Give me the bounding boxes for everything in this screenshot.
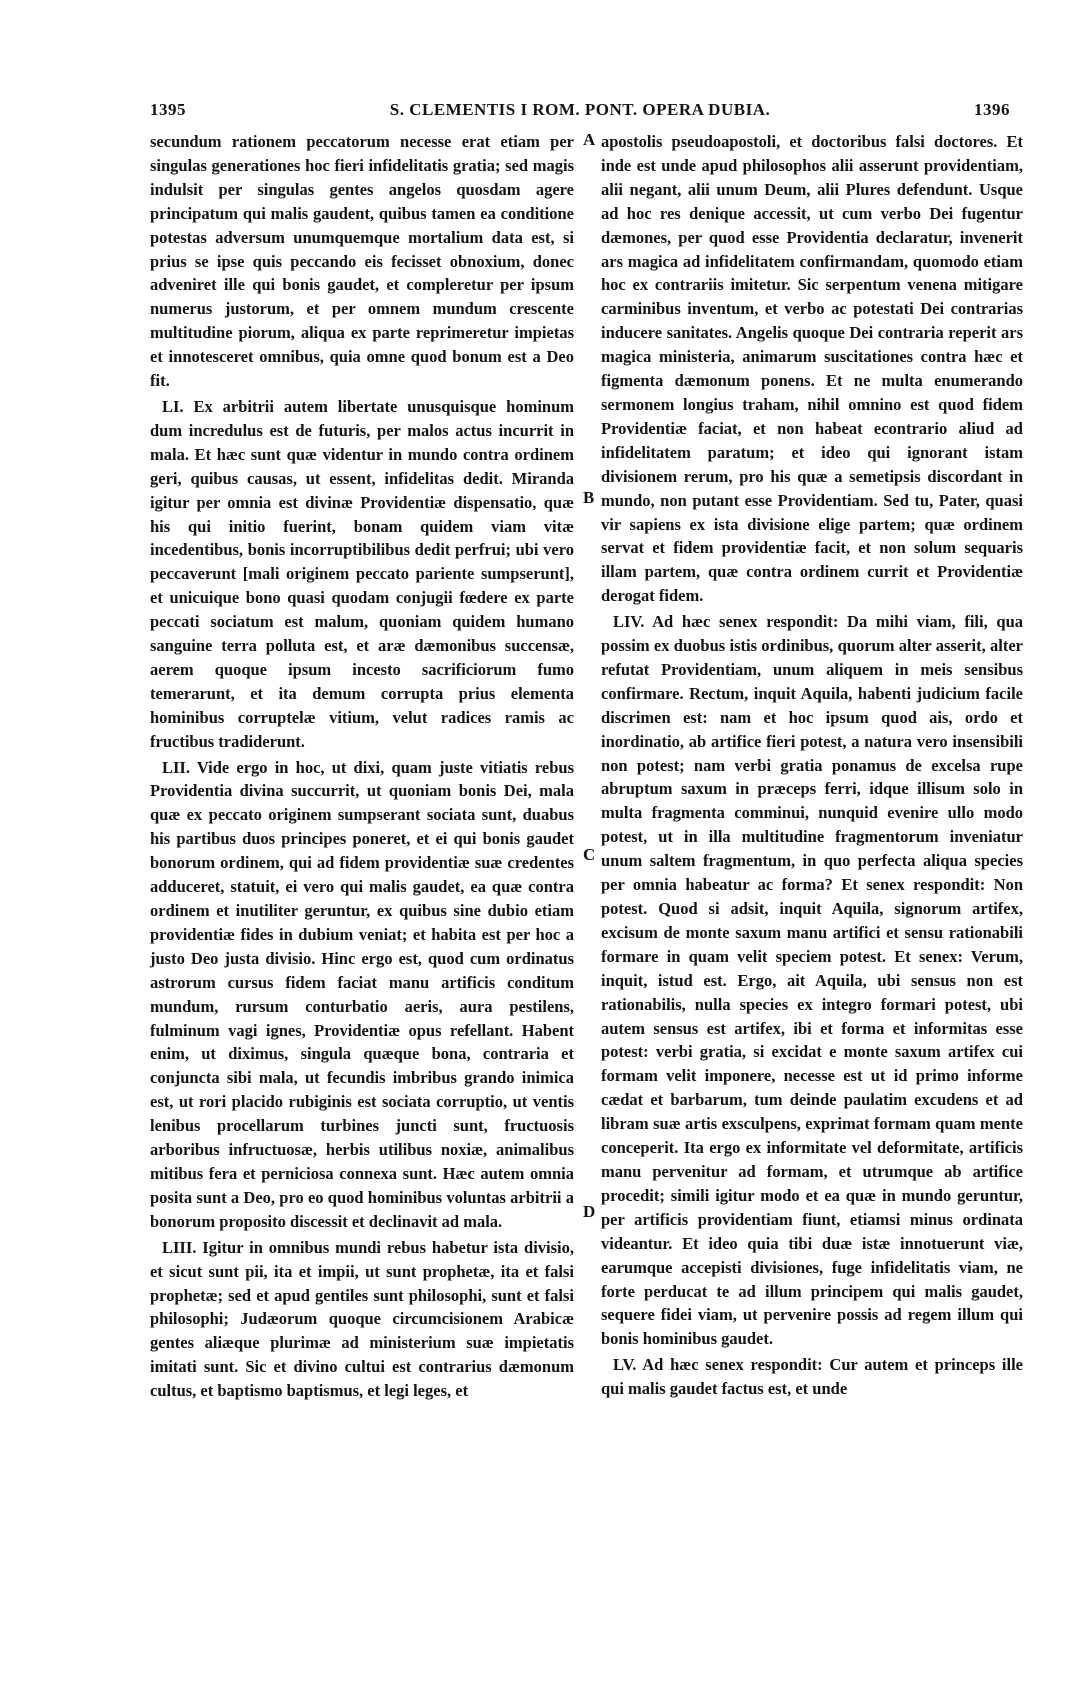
margin-marker-a: A <box>583 130 596 149</box>
paragraph-continuation: secundum rationem peccatorum necesse erat etiam per singulas generationes hoc fieri infidelitatis gratia; sed magis indulsit per singulas gentes angelos quosdam agere principatum qui malis gaudent, quibus tamen ea conditione potestas adversum unumquemque mortalium data est, si prius se ipse quis peccando eis fecisset obnoxium, donec adveniret ille qui bonis gaudet, et compleretur per ipsum numerus justorum, et per omnem mundum crescente multitudine piorum, aliqua ex parte reprimeretur impietas et innotesceret omnibus, quia omne quod bonum est a Deo fit. <box>150 132 574 391</box>
right-text-column <box>601 130 1023 1401</box>
section-lii: LII. Vide ergo in hoc, ut dixi, quam juste vitiatis rebus Providentia divina succurrit, ut quoniam bonis Dei, mala quæ ex peccato originem sumpserant sociata sunt, duabus his partibus duos principes poneret, et ei qui bonis gaudet bonorum ordinem, qui ad fidem providentiæ suæ credentes adduceret, statuit, ei vero qui malis gaudet, ea quæ contra ordinem et inutiliter geruntur, ex quibus sine dubio etiam providentiæ fides in dubium veniat; et habita est per hoc a justo Deo justa divisio. Hinc ergo est, quod cum ordinatus astrorum cursus fidem faciat manu artificis conditum mundum, rursum conturbatio aeris, aura pestilens, fulminum vagi ignes, Providentiæ opus refellant. Habent enim, ut diximus, singula quæque bona, contraria et conjuncta sibi mala, ut fecundis imbribus grando inimica est, ut rori placido rubiginis est sociata corruptio, ut ventis lenibus procellarum turbines juncti sunt, fructuosis arboribus infructuosæ, herbis utilibus noxiæ, animalibus mitibus fera et perniciosa connexa sunt. Hæc autem omnia posita sunt a Deo, pro eo quod hominibus voluntas arbitrii a bonorum proposito discessit et declinavit ad mala. <box>150 757 574 1231</box>
margin-marker-d: D <box>583 1202 596 1221</box>
margin-marker-c: C <box>583 845 596 864</box>
section-li: LI. Ex arbitrii autem libertate unusquisque hominum dum incredulus est de futuris, per malos actus incurrit in mala. Et hæc sunt quæ videntur in mundo contra ordinem geri, quibus causas, ut essent, infidelitas dedit. Miranda igitur per omnia est divinæ Providentiæ dispensatio, quæ his qui initio fuerint, bonam quidem viam vitæ incedentibus, bonis incorruptibilibus dedit perfrui; ubi vero peccaverunt [mali originem peccato pariente sumpserunt], et unicuique bono quasi quodam conjugii fœdere ex parte peccati sociatum est malum, quoniam quidem humano sanguine terra polluta est, et aræ dæmonibus succensæ, aerem quoque ipsum incesto sacrificiorum fumo temerarunt, et ita demum corrupta prius elementa hominibus corruptelæ vitium, velut radices ramis ac fructibus tradiderunt. <box>150 396 574 751</box>
right-page-number: 1396 <box>974 100 1010 119</box>
section-liii: LIII. Igitur in omnibus mundi rebus habetur ista divisio, et sicut sunt pii, ita et impii, ut sunt prophetæ, ita et falsi prophetæ; sed et apud gentiles sunt philosophi, sunt et falsi philosophi; Judæorum quoque circumcisionem Arabicæ gentes aliæque plurimæ ad ministerium suæ impietatis imitati sunt. Sic et divino cultui est contrarius dæmonum cultus, et baptismo baptismus, et legi leges, et <box>150 1237 574 1401</box>
section-lv: LV. Ad hæc senex respondit: Cur autem et princeps ille qui malis gaudet factus est, et unde <box>601 1355 1023 1399</box>
paragraph-continuation-right: apostolis pseudoapostoli, et doctoribus falsi doctores. Et inde est unde apud philosophos alii asserunt providentiam, alii negant, alii unum Deum, alii Plures defendunt. Usque ad hoc res denique accessit, ut cum verbo Dei fugentur dæmones, per quod esse Providentia declaratur, invenerit ars magica ad infidelitatem confirmandam, quomodo etiam hoc ex contrariis imitetur. Sic serpentum venena mitigare carminibus inventum, et verbo ac potestati Dei contrarias inducere sanitates. Angelis quoque Dei contraria reperit ars magica ministeria, animarum suscitationes contra hæc et figmenta dæmonum ponens. Et ne multa enumerando sermonem longius traham, nihil omnino est quod fidem Providentiæ faciat, et non habeat econtrario aliud ad infidelitatem paratum; et ideo qui ignorant istam divisionem rerum, pro his quæ a semetipsis discordant in mundo, non putant esse Providentiam. Sed tu, Pater, quasi vir sapiens ex ista divisione elige partem; quæ ordinem servat et fidem providentiæ facit, et non solum sequaris illam partem, quæ contra ordinem currit et Providentiæ derogat fidem. <box>601 132 1023 606</box>
running-header <box>150 100 1010 124</box>
running-title: S. CLEMENTIS I ROM. PONT. OPERA DUBIA. <box>389 100 771 119</box>
margin-marker-b: B <box>583 488 595 507</box>
left-page-number: 1395 <box>150 100 186 119</box>
left-text-column <box>150 130 574 1403</box>
section-liv: LIV. Ad hæc senex respondit: Da mihi viam, fili, qua possim ex duobus istis ordinibus, quorum alter asserit, alter refutat Providentiam, unum aliquem in meis sensibus confirmare. Rectum, inquit Aquila, habenti judicium facile discrimen est: nam et hoc ipsum quod ais, ordo et inordinatio, ab artifice fieri potest, a natura vero insensibili non potest; nam verbi gratia ponamus de excelsa rupe abruptum saxum in præceps ferri, idque illisum solo in multa fragmenta comminui, nunquid evenire ullo modo potest, ut in illa multitudine fragmentorum inveniatur unum saltem fragmentum, in quo perfecta aliqua species per omnia habeatur ac forma? Et senex respondit: Non potest. Quod si adsit, inquit Aquila, signorum artifex, excisum de monte saxum manu artifici et sensu rationabili formare in quam velit speciem potest. Et senex: Verum, inquit, istud est. Ergo, ait Aquila, ubi sensus non est rationabilis, nulla species ex integro formari potest, ubi autem sensus est artifex, ibi et forma et informitas esse potest: verbi gratia, si excidat e monte saxum artifex cui formam velit imponere, necesse est ut id primo informe cædat et barbarum, tum deinde paulatim excudens et ad libram suæ artis exsculpens, exprimat formam quam mente conceperit. Ita ergo ex informitate vel deformitate, artificis manu pervenitur ad formam, et utrumque ab artifice procedit; simili igitur modo et ea quæ in mundo geruntur, per artificis providentiam fiunt, etiamsi minus ordinata videantur. Et ideo quia tibi duæ istæ innotuerunt viæ, earumque accepisti divisiones, fuge infidelitatis viam, ne forte perducat te ad illum principem qui malis gaudet, sequere fidei viam, ut pervenire possis ad regem illum qui bonis hominibus gaudet. <box>601 612 1023 1349</box>
